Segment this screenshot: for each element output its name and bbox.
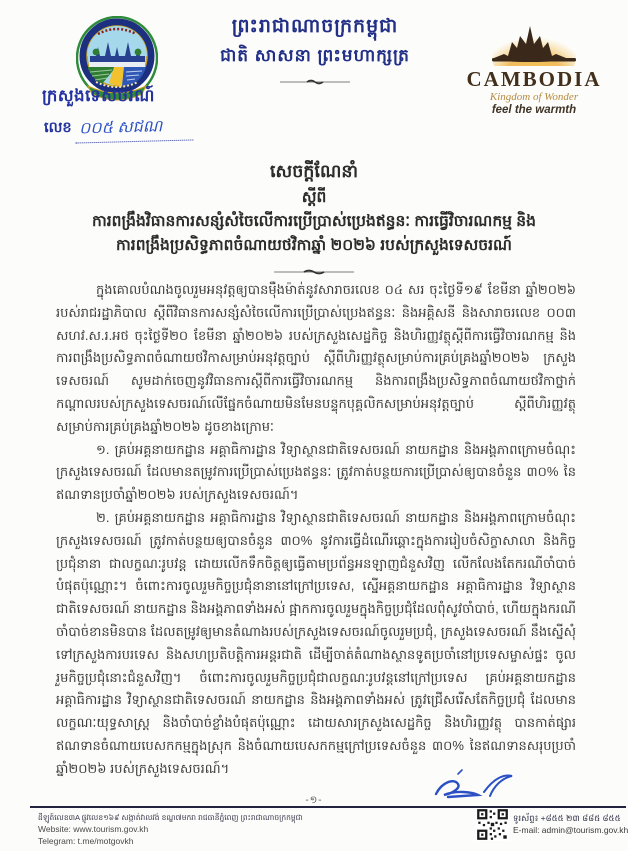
footer-contact-block [476,808,628,841]
body-item-1: ១. គ្រប់អគ្គនាយកដ្ឋាន អគ្គាធិការដ្ឋាន វិទ្យាស្ថានជាតិទេសចរណ៍ នាយកដ្ឋាន និងអង្គភាពក្រោមចំណុះក្រសួងទេសចរណ៍ ដែលមានតម្រូវការប្រើប្រាស់ប្រេងឥន្ធនៈ ត្រូវកាត់បន្ថយការប្រើប្រាស់ឲ្យបានចំនួន ៣០% នៃឥណទានប្រចាំឆ្នាំ២០២៦ របស់ក្រសួងទេសចរណ៍។ [56,441,576,503]
document-type-heading: សេចក្តីណែនាំ [269,161,358,181]
angkor-sunrise-icon [459,16,609,66]
kingdom-of-cambodia-text: ព្រះរាជាណាចក្រកម្ពុជា [231,16,399,37]
body-item-2: ២. គ្រប់អគ្គនាយកដ្ឋាន អគ្គាធិការដ្ឋាន វិទ្យាស្ថានជាតិទេសចរណ៍ នាយកដ្ឋាន និងអង្គភាពក្រោមចំណុះក្រសួងទេសចរណ៍ ត្រូវកាត់បន្ថយឲ្យបានចំនួន ៣០% នូវការធ្វើដំណើរឆ្ពោះក្នុងការរៀបចំសិក្ខាសាលា និងកិច្ចប្រជុំនានា ជាលក្ខណៈរូបវន្ត ដោយលើកទឹកចិត្តឲ្យធ្វើតាមប្រព័ន្ធអនឡាញជំនួសវិញ លើកលែងតែករណីចាំបាច់បំផុតប៉ុណ្ណោះ។ ចំពោះការចូលរួមកិច្ចប្រជុំនានានៅក្រៅប្រទេស, ស្នើអគ្គនាយកដ្ឋាន អគ្គាធិការដ្ឋាន វិទ្យាស្ថានជាតិទេសចរណ៍ នាយកដ្ឋាន និងអង្គភាពទាំងអស់ ផ្អាកការចូលរួមក្នុងកិច្ចប្រជុំដែលពុំសូវចាំបាច់, ហើយក្នុងករណីចាំបាច់ខានមិនបាន ដែលតម្រូវឲ្យមានតំណាងរបស់ក្រសួងទេសចរណ៍ចូលរួមប្រជុំ, ក្រសួងទេសចរណ៍ នឹងស្នើសុំទៅក្រសួងការបរទេស និងសហប្រតិបត្តិការអន្តរជាតិ ដើម្បីចាត់តំណាងស្ថានទូតប្រចាំនៅប្រទេសម្ចាស់ផ្ទះ ចូលរួមកិច្ចប្រជុំនោះជំនួសវិញ។ ចំពោះការចូលរួមកិច្ចប្រជុំជាលក្ខណៈរូបវន្តនៅក្រៅប្រទេស គ្រប់អគ្គនាយកដ្ឋាន អគ្គាធិការដ្ឋាន វិទ្យាស្ថានជាតិទេសចរណ៍ នាយកដ្ឋាន និងអង្គភាពទាំងអស់ ត្រូវជ្រើសរើសតែកិច្ចប្រជុំ ដែលមានលក្ខណៈយុទ្ធសាស្ត្រ និងចាំបាច់ខ្លាំងបំផុតប៉ុណ្ណោះ ដោយសារក្រសួងសេដ្ឋកិច្ច និងហិរញ្ញវត្ថុ បានកាត់ផ្សារឥណទានចំណាយបេសកកម្មក្នុងស្រុក និងចំណាយបេសកកម្មក្រៅប្រទេសចំនួន ៣០% នៃឥណទានសរុបប្រចាំឆ្នាំ២០២៦ របស់ក្រសួងទេសចរណ៍។ [56,509,576,776]
footer-address-text: ដីឡូត៍លេខ៣A ផ្លូវលេខ១៦៩ សង្កាត់វាលវង់ ខណ្ឌ៧មករា រាជធានីភ្នំពេញ ព្រះរាជាណាចក្រកម្ពុជា [38,813,303,822]
kingdom-header [150,14,480,91]
footer-website-link[interactable]: Website: www.tourism.gov.kh [38,824,149,834]
nation-religion-king-text: ជាតិ សាសនា ព្រះមហាក្សត្រ [220,46,410,65]
footer-phone-text: ទូរស័ព្ទ៖ +៨៥៥ ២៣ ៨៨៥ ៨៥៥ [513,813,621,823]
document-body [56,279,576,781]
brand-tagline-feel-the-warmth: feel the warmth [491,104,577,116]
footer-address-block [38,812,438,847]
title-line-1: ការពង្រឹងវិធានការសន្សំសំចៃលើការប្រើប្រាស់ប្រេងឥន្ធនៈ ការធ្វើវិចារណកម្ម និង [92,213,536,230]
page-number: -១- [305,795,323,806]
title-preposition: ស្តីពី [301,189,327,206]
brand-name-text: CAMBODIA [466,67,602,91]
ref-label: លេខ [44,120,72,136]
header-divider-ornament-icon [150,73,480,91]
ministry-name-text: ក្រសួងទេសចរណ៍ [42,87,155,105]
footer-telegram-link[interactable]: Telegram: t.me/motgovkh [38,836,134,846]
title-line-2: ការពង្រឹងប្រសិទ្ធភាពចំណាយថវិកាឆ្នាំ ២០២៦ របស់ក្រសួងទេសចរណ៍ [116,237,512,254]
footer-email-link[interactable]: E-mail: admin@tourism.gov.kh [513,825,628,835]
reference-number-line [44,116,193,142]
cambodia-kingdom-of-wonder-logo [454,16,614,116]
ref-number-handwritten: ០០៥ សជណ [74,114,193,143]
qr-code-icon [476,808,509,841]
document-title-block [0,158,628,281]
body-paragraph-1: ក្នុងគោលបំណងចូលរួមអនុវត្តឲ្យបានម៉ឺងម៉ាត់នូវសារាចរលេខ ០៤ សរ ចុះថ្ងៃទី១៩ ខែមីនា ឆ្នាំ២០២៦ របស់រាជរដ្ឋាភិបាល ស្តីពីវិធានការសន្សំសំចៃលើការប្រើប្រាស់ប្រេងឥន្ធនៈ និងអគ្គិសនី និងសារាចរលេខ ០០៣ សហវ.ស.រ.អថ ចុះថ្ងៃទី២០ ខែមីនា ឆ្នាំ២០២៦ របស់ក្រសួងសេដ្ឋកិច្ច និងហិរញ្ញវត្ថុស្តីពីការធ្វើវិចារណកម្ម និងការពង្រឹងប្រសិទ្ធភាពចំណាយថវិកាសម្រាប់អនុវត្តច្បាប់ ស្តីពីហិរញ្ញវត្ថុសម្រាប់ការគ្រប់គ្រងឆ្នាំ២០២៦ ក្រសួងទេសចរណ៍ សូមដាក់ចេញនូវវិធានការស្តីពីការធ្វើវិចារណកម្ម និងការពង្រឹងប្រសិទ្ធភាពចំណាយថវិកាថ្នាក់កណ្តាលរបស់ក្រសួងទេសចរណ៍លើផ្នែកចំណាយមិនមែនបន្ទុកបុគ្គលិកសម្រាប់អនុវត្តច្បាប់ ស្តីពីហិរញ្ញវត្ថុសម្រាប់ការគ្រប់គ្រងឆ្នាំ២០២៦ ដូចខាងក្រោមៈ [56,282,576,434]
brand-tagline-kingdom-of-wonder: Kingdom of Wonder [489,91,579,103]
